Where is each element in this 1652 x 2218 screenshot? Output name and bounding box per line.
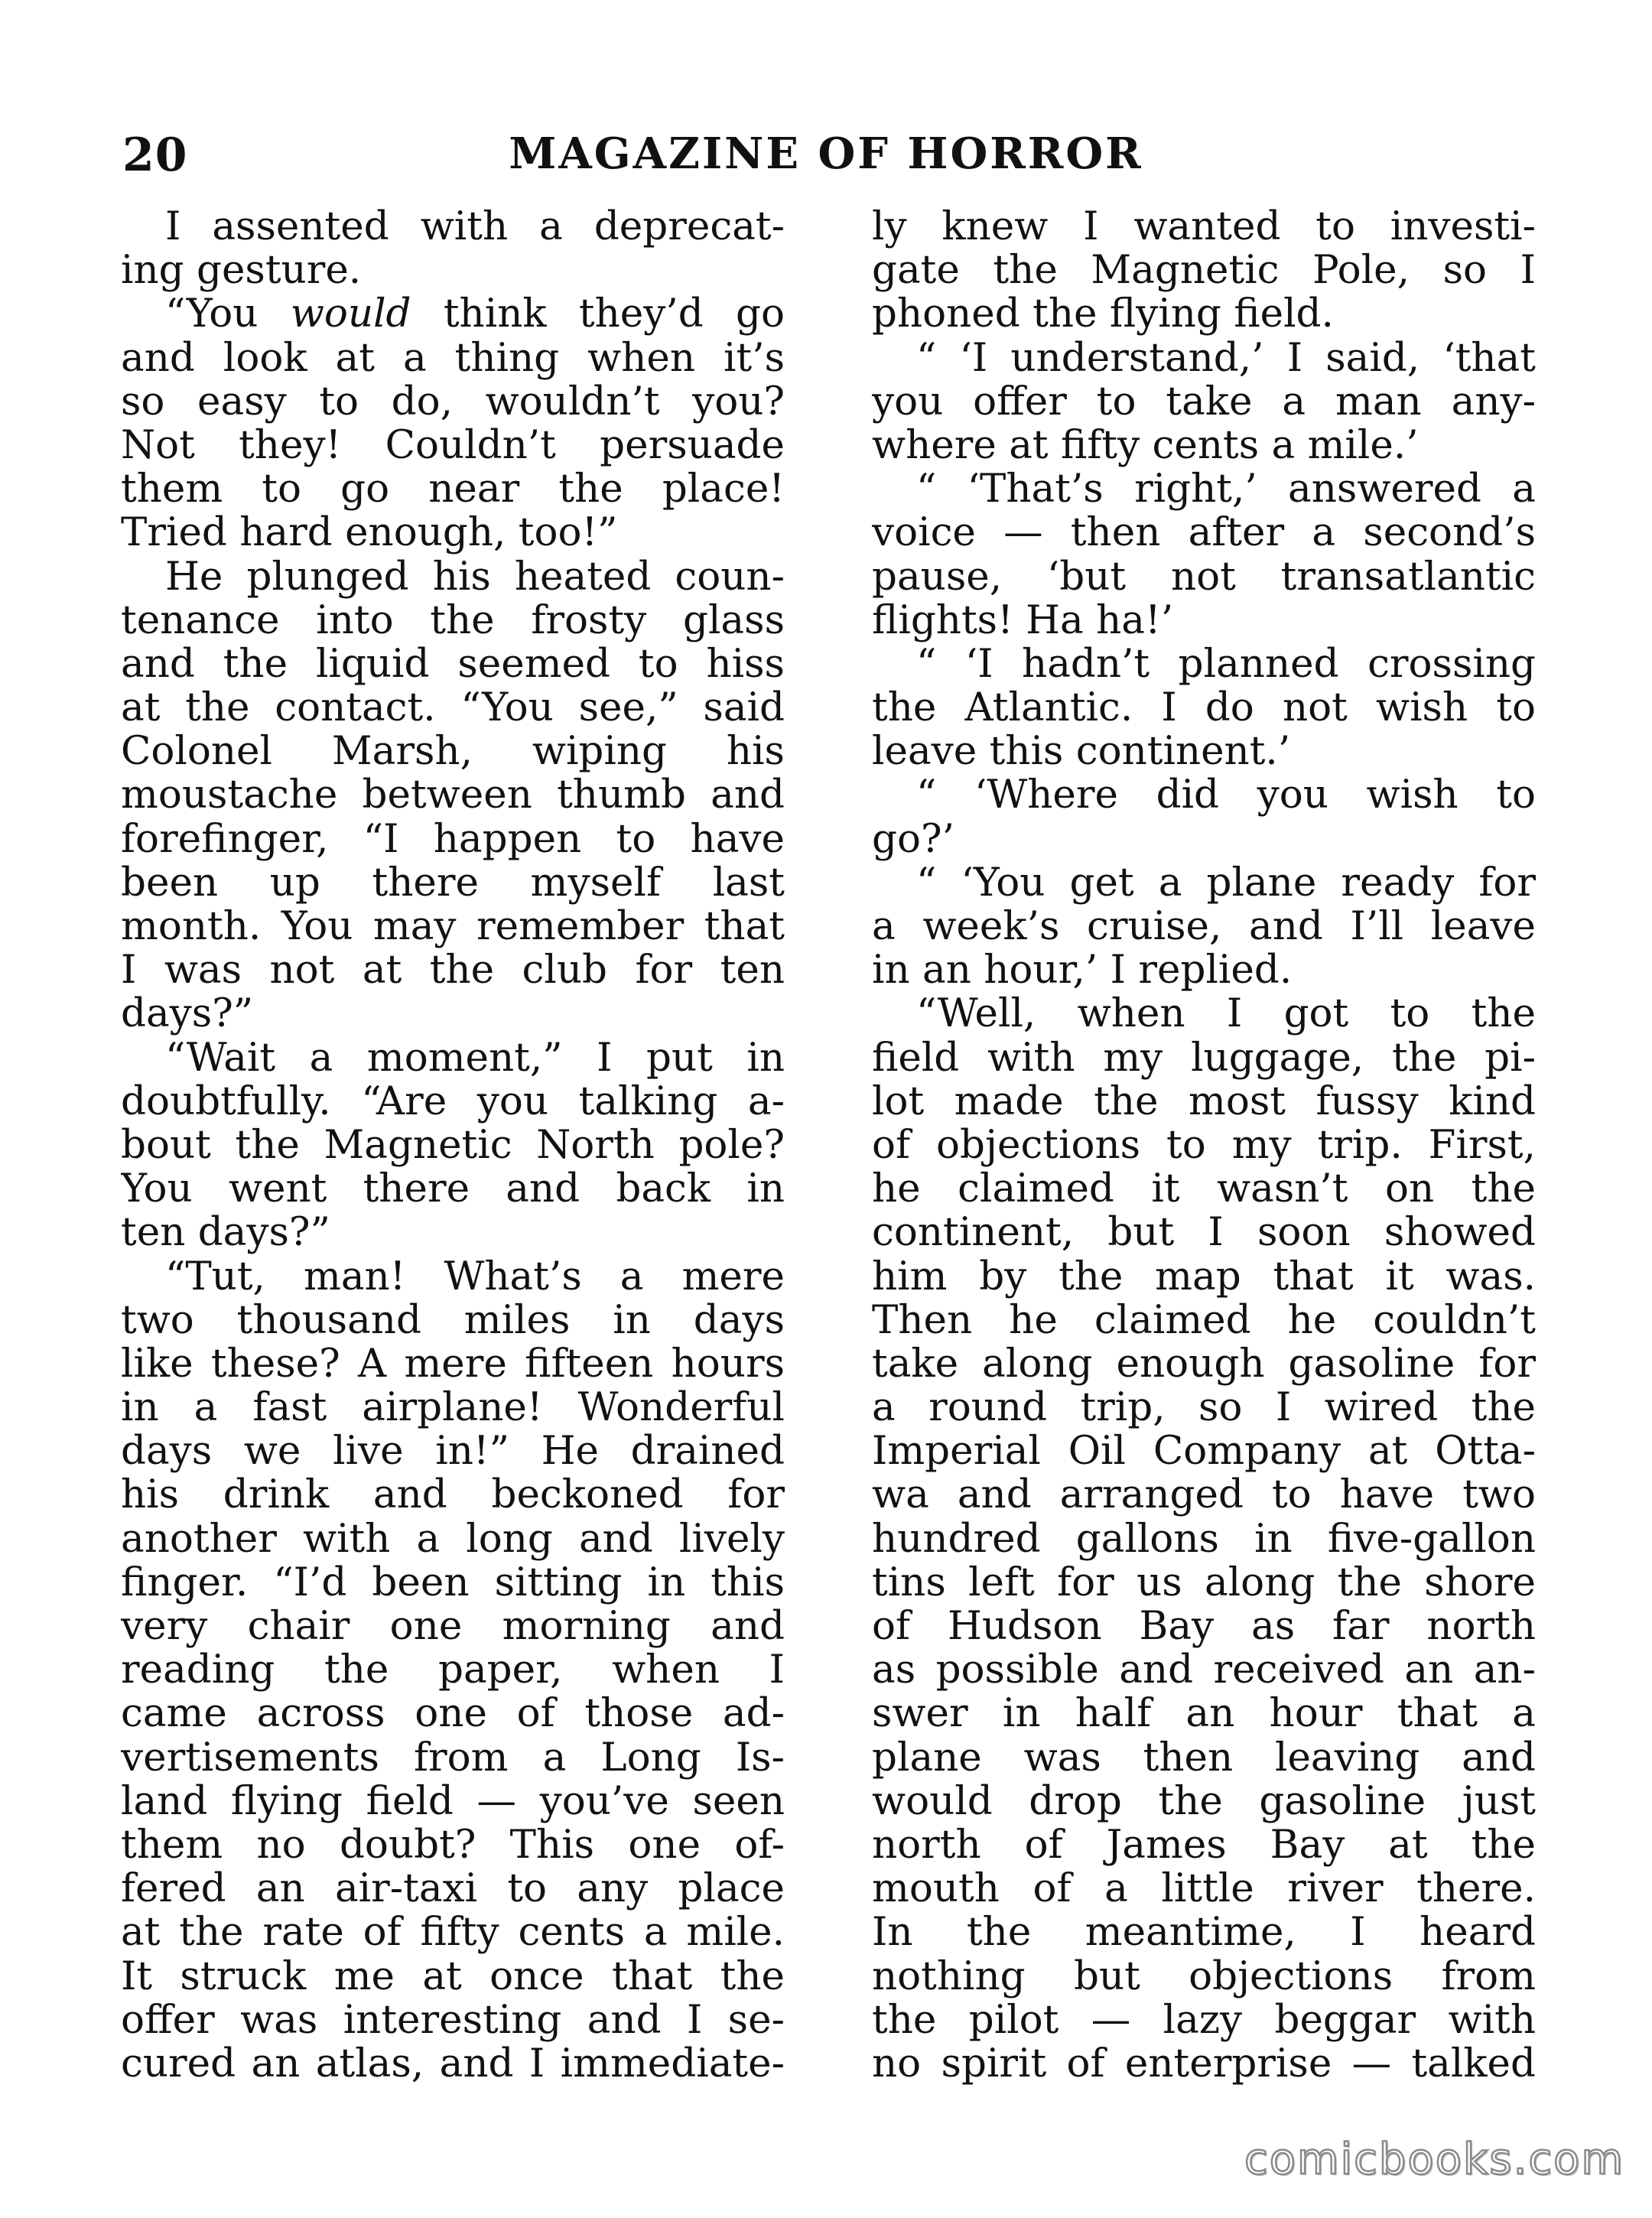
- running-title: MAGAZINE OF HORROR: [509, 128, 1143, 179]
- text-line: days?”: [121, 992, 254, 1036]
- text-line: and the liquid seemed to hiss: [121, 642, 785, 687]
- text-line: came across one of those ad-: [121, 1692, 785, 1736]
- text-line: “ ‘I hadn’t planned crossing: [916, 642, 1536, 687]
- text-line: them no doubt? This one of-: [121, 1823, 785, 1868]
- text-line: where at fifty cents a mile.’: [872, 423, 1419, 468]
- text-line: voice — then after a second’s: [872, 511, 1536, 555]
- text-line: another with a long and lively: [121, 1517, 785, 1561]
- text-line: leave this continent.’: [872, 730, 1291, 774]
- text-line: “ ‘That’s right,’ answered a: [916, 467, 1536, 512]
- text-line: no spirit of enterprise — talked: [872, 2041, 1536, 2086]
- text-line: at the contact. “You see,” said: [121, 686, 785, 730]
- page-number: 20: [122, 128, 188, 182]
- text-line: “Well, when I got to the: [916, 992, 1536, 1036]
- text-line: north of James Bay at the: [872, 1823, 1536, 1868]
- text-line: you offer to take a man any-: [872, 379, 1536, 424]
- text-line: and look at a thing when it’s: [121, 336, 785, 380]
- text-line: so easy to do, wouldn’t you?: [121, 379, 785, 424]
- text-line: his drink and beckoned for: [121, 1473, 785, 1517]
- text-line: ing gesture.: [121, 249, 362, 293]
- text-line: month. You may remember that: [121, 905, 785, 949]
- text-line: pause, ‘but not transatlantic: [872, 554, 1536, 599]
- text-line: like these? A mere fifteen hours: [121, 1342, 785, 1387]
- text-line: flights! Ha ha!’: [872, 598, 1174, 642]
- text-line: he claimed it wasn’t on the: [872, 1167, 1536, 1211]
- text-line: “Tut, man! What’s a mere: [165, 1254, 785, 1299]
- text-line: go?’: [872, 817, 954, 861]
- text-line: fered an air-taxi to any place: [121, 1867, 785, 1911]
- text-line: two thousand miles in days: [121, 1298, 785, 1342]
- text-line: Tried hard enough, too!”: [121, 511, 618, 555]
- text-line: in an hour,’ I replied.: [872, 948, 1293, 993]
- text-line: He plunged his heated coun-: [165, 554, 785, 599]
- text-line: would drop the gasoline just: [872, 1779, 1536, 1823]
- text-line: of Hudson Bay as far north: [872, 1605, 1536, 1649]
- text-line: cured an atlas, and I immediate-: [121, 2041, 785, 2086]
- text-line: I was not at the club for ten: [121, 948, 785, 993]
- text-line: finger. “I’d been sitting in this: [121, 1560, 785, 1605]
- text-line: swer in half an hour that a: [872, 1692, 1536, 1736]
- text-line: “You would think they’d go: [165, 292, 785, 337]
- text-line: “ ‘You get a plane ready for: [916, 860, 1536, 905]
- text-line: in a fast airplane! Wonderful: [121, 1386, 785, 1430]
- text-line: reading the paper, when I: [121, 1648, 785, 1693]
- text-line: him by the map that it was.: [872, 1254, 1536, 1299]
- text-line: bout the Magnetic North pole?: [121, 1123, 785, 1168]
- left-text-column: [121, 205, 785, 2086]
- text-line: doubtfully. “Are you talking a-: [121, 1079, 785, 1124]
- text-line: “ ‘Where did you wish to: [916, 773, 1536, 818]
- watermark-logo: comicbooks.com: [1244, 2135, 1624, 2184]
- text-line: as possible and received an an-: [872, 1648, 1536, 1693]
- text-line: them to go near the place!: [121, 467, 785, 512]
- text-line: tins left for us along the shore: [872, 1560, 1536, 1605]
- text-line: land flying field — you’ve seen: [121, 1779, 785, 1823]
- text-line: mouth of a little river there.: [872, 1867, 1536, 1911]
- text-line: plane was then leaving and: [872, 1735, 1536, 1780]
- text-line: “ ‘I understand,’ I said, ‘that: [916, 336, 1536, 380]
- text-line: of objections to my trip. First,: [872, 1123, 1536, 1168]
- text-line: It struck me at once that the: [121, 1954, 785, 1998]
- text-line: vertisements from a Long Is-: [121, 1735, 785, 1780]
- text-line: In the meantime, I heard: [872, 1911, 1536, 1955]
- text-line: Imperial Oil Company at Otta-: [872, 1429, 1536, 1474]
- text-line: days we live in!” He drained: [121, 1429, 785, 1474]
- text-line: take along enough gasoline for: [872, 1342, 1536, 1387]
- text-line: wa and arranged to have two: [872, 1473, 1536, 1517]
- text-line: lot made the most fussy kind: [872, 1079, 1536, 1124]
- text-line: phoned the flying field.: [872, 292, 1334, 337]
- text-line: moustache between thumb and: [121, 773, 785, 818]
- right-text-column: [872, 205, 1536, 2086]
- text-line: been up there myself last: [121, 860, 785, 905]
- text-line: the pilot — lazy beggar with: [872, 1998, 1536, 2042]
- text-line: Colonel Marsh, wiping his: [121, 730, 785, 774]
- text-line: the Atlantic. I do not wish to: [872, 686, 1536, 730]
- text-line: at the rate of fifty cents a mile.: [121, 1911, 785, 1955]
- text-line: field with my luggage, the pi-: [872, 1036, 1536, 1080]
- text-line: I assented with a deprecat-: [165, 205, 785, 249]
- text-line: Then he claimed he couldn’t: [872, 1298, 1536, 1342]
- text-line: nothing but objections from: [872, 1954, 1536, 1998]
- text-line: gate the Magnetic Pole, so I: [872, 249, 1536, 293]
- text-line: very chair one morning and: [121, 1605, 785, 1649]
- text-line: ly knew I wanted to investi-: [872, 205, 1536, 249]
- text-line: Not they! Couldn’t persuade: [121, 423, 785, 468]
- text-line: ten days?”: [121, 1211, 330, 1255]
- text-line: “Wait a moment,” I put in: [165, 1036, 785, 1080]
- text-line: tenance into the frosty glass: [121, 598, 785, 642]
- text-line: offer was interesting and I se-: [121, 1998, 785, 2042]
- text-line: forefinger, “I happen to have: [121, 817, 785, 861]
- text-line: You went there and back in: [121, 1167, 785, 1211]
- text-line: continent, but I soon showed: [872, 1211, 1536, 1255]
- text-line: a round trip, so I wired the: [872, 1386, 1536, 1430]
- text-line: hundred gallons in five-gallon: [872, 1517, 1536, 1561]
- text-line: a week’s cruise, and I’ll leave: [872, 905, 1536, 949]
